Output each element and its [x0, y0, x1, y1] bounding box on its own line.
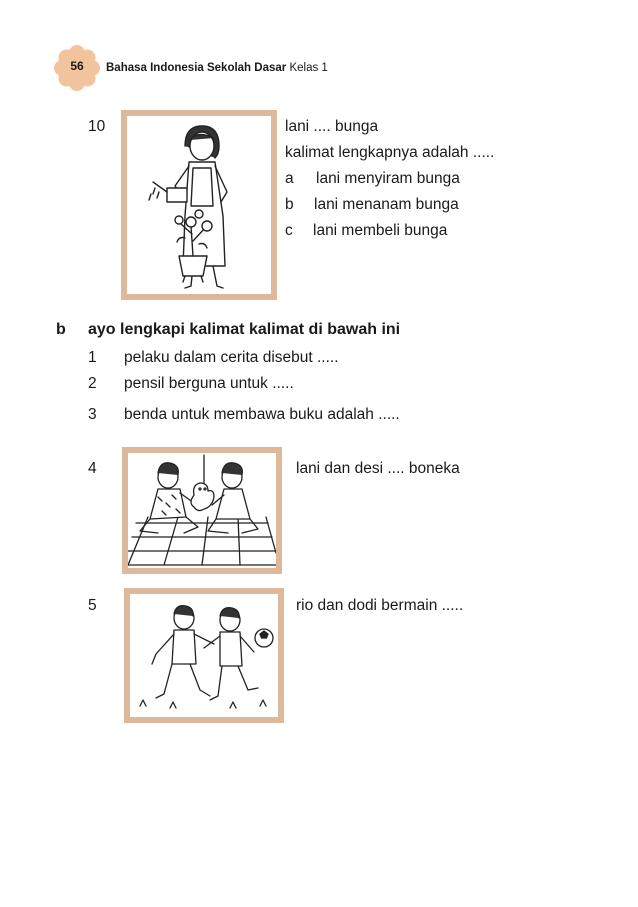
item-5-text: rio dan dodi bermain ..... — [296, 597, 464, 614]
option-c-letter[interactable]: c — [285, 222, 293, 239]
question-10-sentence: lani .... bunga — [285, 118, 379, 135]
item-5-image-frame — [124, 588, 284, 723]
boys-playing-football-icon — [130, 594, 278, 717]
section-b-title: ayo lengkapi kalimat kalimat di bawah ini — [88, 321, 401, 338]
girls-playing-dolls-icon — [128, 453, 276, 568]
girl-watering-flowers-icon — [127, 116, 271, 294]
item-5-number: 5 — [88, 597, 97, 614]
book-title-class: Kelas 1 — [289, 62, 328, 74]
book-title — [106, 62, 328, 74]
page-number: 56 — [70, 59, 84, 73]
item-1-text: pelaku dalam cerita disebut ..... — [124, 349, 339, 366]
item-4-number: 4 — [88, 460, 97, 477]
option-b-letter[interactable]: b — [285, 196, 294, 213]
item-1-number: 1 — [88, 349, 97, 366]
option-a-text[interactable]: lani menyiram bunga — [316, 170, 460, 187]
question-10-prompt: kalimat lengkapnya adalah ..... — [285, 144, 495, 161]
option-a-letter[interactable]: a — [285, 170, 294, 187]
book-title-bold: Bahasa Indonesia Sekolah Dasar — [106, 62, 287, 74]
item-3-text: benda untuk membawa buku adalah ..... — [124, 406, 400, 423]
item-3-number: 3 — [88, 406, 97, 423]
item-2-text: pensil berguna untuk ..... — [124, 375, 294, 392]
question-10-number: 10 — [88, 118, 106, 135]
question-10-image-frame — [121, 110, 277, 300]
item-4-text: lani dan desi .... boneka — [296, 460, 460, 477]
item-2-number: 2 — [88, 375, 97, 392]
page-number-badge — [52, 45, 102, 91]
option-b-text[interactable]: lani menanam bunga — [314, 196, 459, 213]
option-c-text[interactable]: lani membeli bunga — [313, 222, 448, 239]
section-b-letter: b — [56, 321, 66, 338]
item-4-image-frame — [122, 447, 282, 574]
